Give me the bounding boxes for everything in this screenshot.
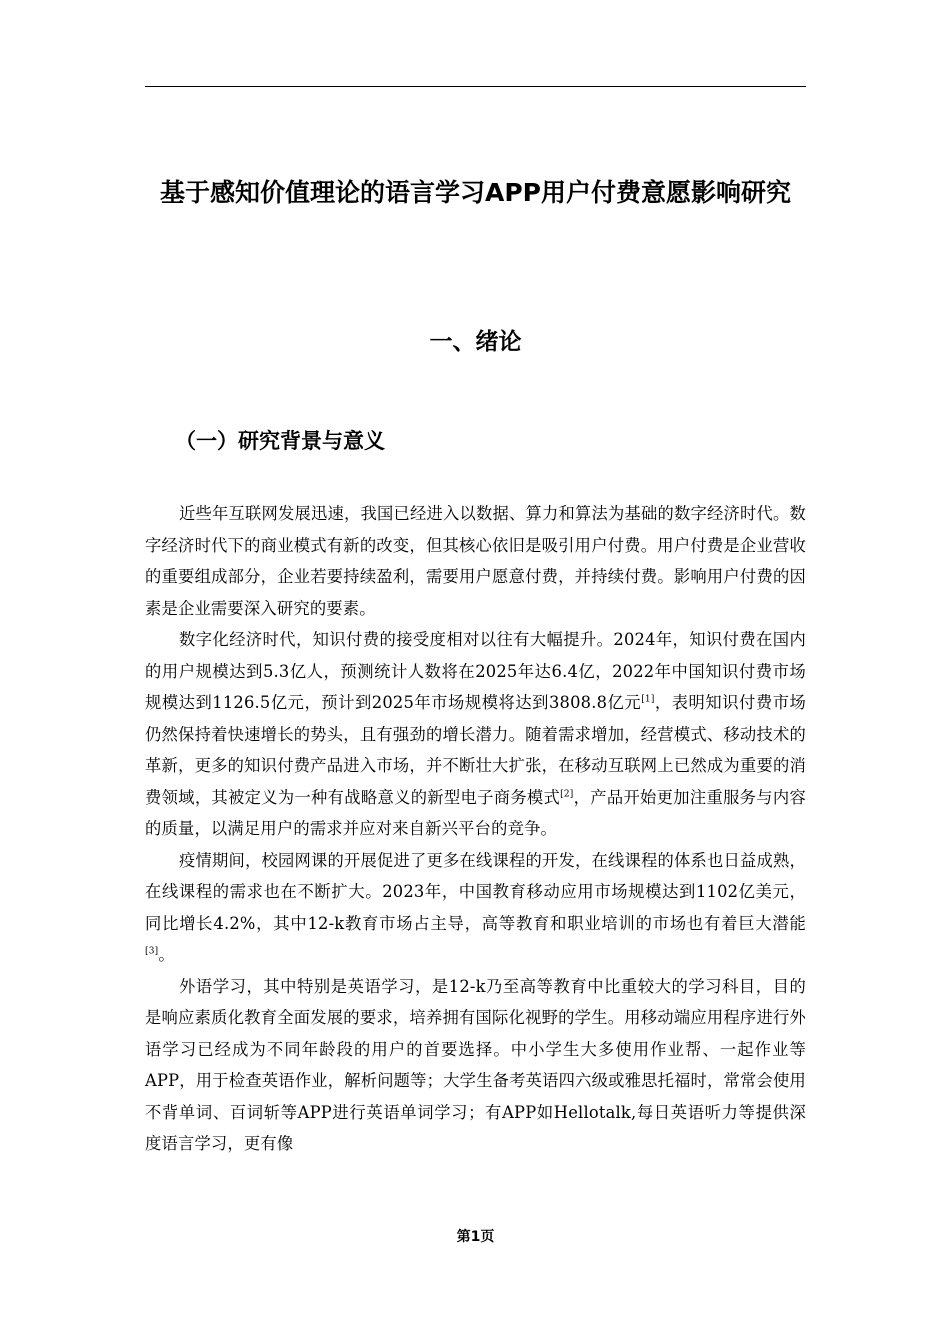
paragraph-text: 外语学习，其中特别是英语学习，是12-k乃至高等教育中比重较大的学习科目，目的是响应素质化教育全面发展的要求，培养拥有国际化视野的学生。用移动端应用程序进行外语学习已经成为不同年龄段的用户的首要选择。中小学生大多使用作业帮、一起作业等APP，用于检查英语作业，解析问题等；大学生备考英语四六级或雅思托福时，常常会使用不背单词、百词斩等APP进行英语单词学习；有APP如Hellotalk,每日英语听力等提供深度语言学习，更有像 — [145, 976, 806, 1153]
paragraph-4 — [145, 971, 806, 1160]
document-title: 基于感知价值理论的语言学习APP用户付费意愿影响研究 — [160, 178, 791, 207]
citation-ref: [2] — [560, 789, 574, 800]
paragraph-text: 。 — [158, 945, 175, 964]
page-number: 第1页 — [456, 1229, 495, 1245]
section-heading: 一、绪论 — [429, 329, 522, 355]
paragraph-text: 近些年互联网发展迅速，我国已经进入以数据、算力和算法为基础的数字经济时代。数字经济时代下的商业模式有新的改变，但其核心依旧是吸引用户付费。用户付费是企业营收的重要组成部分，企业若要持续盈利，需要用户愿意付费，并持续付费。影响用户付费的因素是企业需要深入研究的要素。 — [145, 504, 806, 618]
paragraph-text: 疫情期间，校园网课的开展促进了更多在线课程的开发，在线课程的体系也日益成熟，在线课程的需求也在不断扩大。2023年，中国教育移动应用市场规模达到1102亿美元，同比增长4.2%，其中12-k教育市场占主导，高等教育和职业培训的市场也有着巨大潜能 — [145, 850, 806, 933]
paragraph-text: 数字化经济时代，知识付费的接受度相对以往有大幅提升。2024年，知识付费在国内的用户规模达到5.3亿人，预测统计人数将在2025年达6.4亿，2022年中国知识付费市场规模达到1126.5亿元，预计到2025年市场规模将达到3808.8亿元 — [145, 630, 806, 712]
body-text — [145, 498, 806, 1160]
subsection-heading: （一）研究背景与意义 — [175, 429, 385, 453]
paragraph-text: ，表明知识付费市场仍然保持着快速增长的势头，且有强劲的增长潜力。随着需求增加，经营模式、移动技术的革新，更多的知识付费产品进入市场，并不断壮大扩张，在移动互联网上已然成为重要的消费领域，其被定义为一种有战略意义的新型电子商务模式 — [145, 693, 806, 807]
paragraph-3 — [145, 845, 806, 971]
paragraph-1 — [145, 498, 806, 624]
paragraph-text: ，产品开始更加注重服务与内容的质量，以满足用户的需求并应对来自新兴平台的竞争。 — [145, 787, 806, 838]
citation-ref: [3] — [145, 946, 159, 957]
citation-ref: [1] — [641, 694, 655, 705]
paragraph-2 — [145, 624, 806, 845]
header-rule — [145, 86, 806, 87]
